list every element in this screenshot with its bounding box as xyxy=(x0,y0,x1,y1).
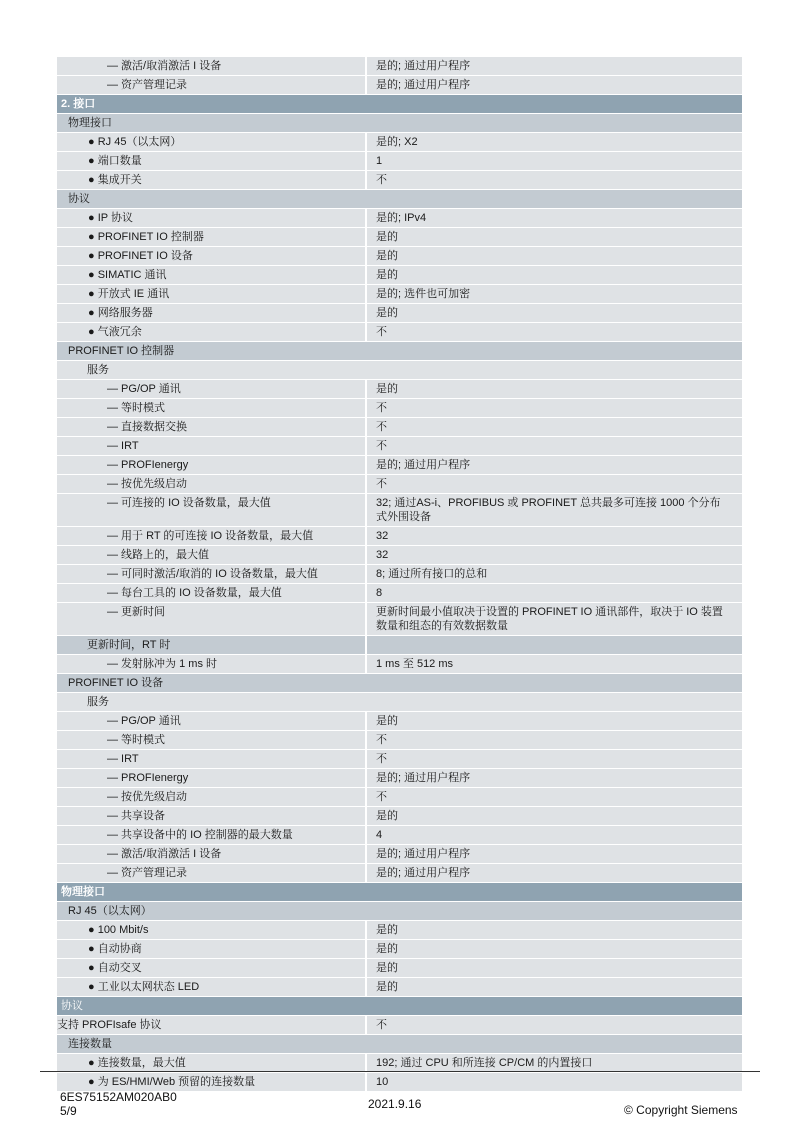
spec-row xyxy=(57,304,742,323)
spec-label: — 共享设备中的 IO 控制器的最大数量 xyxy=(107,829,293,841)
spec-label: — PG/OP 通讯 xyxy=(107,715,181,727)
spec-value: 是的; 通过用户程序 xyxy=(365,456,742,474)
spec-label: — 每台工具的 IO 设备数量，最大值 xyxy=(107,587,282,599)
spec-value: 是的 xyxy=(365,712,742,730)
subgroup-title: 更新时间，RT 时 xyxy=(87,639,171,651)
spec-label: — 共享设备 xyxy=(107,810,166,822)
spec-row xyxy=(57,1016,742,1035)
spec-value: 8; 通过所有接口的总和 xyxy=(365,565,742,583)
subgroup-header xyxy=(57,636,742,655)
spec-row xyxy=(57,845,742,864)
spec-label: 支持 PROFIsafe 协议 xyxy=(57,1019,162,1031)
spec-label: — 等时模式 xyxy=(107,402,166,414)
section-header: 协议 xyxy=(57,997,742,1016)
spec-value: 不 xyxy=(365,750,742,768)
spec-value: 1 ms 至 512 ms xyxy=(365,655,742,673)
spec-value: 是的; 通过用户程序 xyxy=(365,76,742,94)
spec-label: ● 气液冗余 xyxy=(88,326,142,338)
spec-row xyxy=(57,864,742,883)
group-header: 协议 xyxy=(57,190,742,209)
page-number: 5/9 xyxy=(60,1104,77,1118)
spec-row xyxy=(57,323,742,342)
spec-row xyxy=(57,494,742,527)
spec-value: 8 xyxy=(365,584,742,602)
group-header: RJ 45（以太网） xyxy=(57,902,742,921)
spec-row xyxy=(57,209,742,228)
spec-label: ● 工业以太网状态 LED xyxy=(88,981,200,993)
spec-value: 是的 xyxy=(365,959,742,977)
spec-value: 是的 xyxy=(365,304,742,322)
spec-row xyxy=(57,399,742,418)
spec-value: 10 xyxy=(365,1073,742,1091)
spec-label: — 线路上的，最大值 xyxy=(107,549,210,561)
spec-label: ● 集成开关 xyxy=(88,174,142,186)
footer-rule xyxy=(40,1071,760,1072)
datasheet-table xyxy=(57,57,742,1092)
spec-label: — 按优先级启动 xyxy=(107,791,188,803)
product-code: 6ES75152AM020AB0 xyxy=(60,1090,177,1104)
spec-value: 32 xyxy=(365,546,742,564)
spec-row xyxy=(57,133,742,152)
spec-row xyxy=(57,655,742,674)
spec-value: 是的; 通过用户程序 xyxy=(365,769,742,787)
spec-value: 32 xyxy=(365,527,742,545)
subgroup-header: 服务 xyxy=(57,693,742,712)
spec-label: — 激活/取消激活 I 设备 xyxy=(107,848,222,860)
document-date: 2021.9.16 xyxy=(368,1097,422,1111)
spec-row xyxy=(57,152,742,171)
spec-label: ● 端口数量 xyxy=(88,155,142,167)
subgroup-header: 服务 xyxy=(57,361,742,380)
spec-label: ● 自动协商 xyxy=(88,943,142,955)
spec-row xyxy=(57,546,742,565)
spec-label: — PROFIenergy xyxy=(107,772,189,784)
spec-value: 4 xyxy=(365,826,742,844)
spec-value: 不 xyxy=(365,475,742,493)
group-header: PROFINET IO 设备 xyxy=(57,674,742,693)
spec-value: 是的 xyxy=(365,380,742,398)
spec-value: 是的; 选件也可加密 xyxy=(365,285,742,303)
spec-row xyxy=(57,285,742,304)
spec-value: 更新时间最小值取决于设置的 PROFINET IO 通讯部件，取决于 IO 装置数量和组态的有效数据数量 xyxy=(365,603,742,635)
spec-label: ● PROFINET IO 设备 xyxy=(88,250,193,262)
spec-row xyxy=(57,228,742,247)
spec-label: — PG/OP 通讯 xyxy=(107,383,181,395)
spec-row xyxy=(57,826,742,845)
spec-value: 是的; X2 xyxy=(365,133,742,151)
spec-label: — 直接数据交换 xyxy=(107,421,188,433)
spec-value: 不 xyxy=(365,399,742,417)
spec-value: 是的 xyxy=(365,940,742,958)
spec-label: — 资产管理记录 xyxy=(107,867,188,879)
spec-label: ● 100 Mbit/s xyxy=(88,924,149,936)
spec-label: — 可同时激活/取消的 IO 设备数量，最大值 xyxy=(107,568,318,580)
spec-row xyxy=(57,266,742,285)
spec-row xyxy=(57,788,742,807)
spec-label: ● 网络服务器 xyxy=(88,307,153,319)
spec-row xyxy=(57,565,742,584)
spec-label: ● PROFINET IO 控制器 xyxy=(88,231,204,243)
spec-row xyxy=(57,380,742,399)
spec-value: 是的 xyxy=(365,978,742,996)
spec-row xyxy=(57,437,742,456)
spec-value: 不 xyxy=(365,323,742,341)
spec-value: 是的 xyxy=(365,266,742,284)
spec-value: 是的; 通过用户程序 xyxy=(365,57,742,75)
spec-row xyxy=(57,584,742,603)
spec-row xyxy=(57,76,742,95)
subgroup-value-cell xyxy=(365,636,742,654)
spec-row xyxy=(57,731,742,750)
group-header: 物理接口 xyxy=(57,114,742,133)
spec-value: 是的 xyxy=(365,247,742,265)
spec-value: 不 xyxy=(365,437,742,455)
spec-row xyxy=(57,527,742,546)
spec-value: 不 xyxy=(365,418,742,436)
spec-value: 是的 xyxy=(365,807,742,825)
spec-label: ● 开放式 IE 通讯 xyxy=(88,288,170,300)
spec-row xyxy=(57,57,742,76)
spec-row xyxy=(57,475,742,494)
spec-value: 是的; 通过用户程序 xyxy=(365,864,742,882)
section-header: 2. 接口 xyxy=(57,95,742,114)
group-header: 连接数量 xyxy=(57,1035,742,1054)
spec-row xyxy=(57,418,742,437)
spec-row xyxy=(57,807,742,826)
spec-value: 192; 通过 CPU 和所连接 CP/CM 的内置接口 xyxy=(365,1054,742,1072)
spec-label: ● SIMATIC 通讯 xyxy=(88,269,167,281)
spec-value: 不 xyxy=(365,731,742,749)
spec-label: ● 连接数量，最大值 xyxy=(88,1057,186,1069)
spec-value: 不 xyxy=(365,171,742,189)
spec-label: — PROFIenergy xyxy=(107,459,189,471)
spec-label: — 按优先级启动 xyxy=(107,478,188,490)
spec-label: — 发射脉冲为 1 ms 时 xyxy=(107,658,218,670)
spec-value: 是的 xyxy=(365,921,742,939)
spec-label: — 用于 RT 的可连接 IO 设备数量，最大值 xyxy=(107,530,314,542)
spec-label: — IRT xyxy=(107,753,139,765)
spec-label: — 等时模式 xyxy=(107,734,166,746)
spec-row xyxy=(57,769,742,788)
spec-value: 不 xyxy=(365,788,742,806)
spec-row xyxy=(57,456,742,475)
spec-label: — 资产管理记录 xyxy=(107,79,188,91)
spec-label: — 更新时间 xyxy=(107,606,166,618)
spec-value: 1 xyxy=(365,152,742,170)
copyright-notice: © Copyright Siemens xyxy=(624,1103,738,1117)
spec-value: 是的 xyxy=(365,228,742,246)
spec-value: 32; 通过AS-i、PROFIBUS 或 PROFINET 总共最多可连接 1000 个分布式外围设备 xyxy=(365,494,742,526)
spec-label: — 可连接的 IO 设备数量，最大值 xyxy=(107,497,271,509)
spec-label: ● IP 协议 xyxy=(88,212,133,224)
spec-label: — IRT xyxy=(107,440,139,452)
spec-value: 不 xyxy=(365,1016,742,1034)
spec-label: ● RJ 45（以太网） xyxy=(88,136,182,148)
spec-row xyxy=(57,247,742,266)
spec-row xyxy=(57,940,742,959)
spec-row xyxy=(57,959,742,978)
spec-row xyxy=(57,978,742,997)
spec-label: ● 自动交叉 xyxy=(88,962,142,974)
spec-label: ● 为 ES/HMI/Web 预留的连接数量 xyxy=(88,1076,256,1088)
spec-value: 是的; IPv4 xyxy=(365,209,742,227)
spec-row xyxy=(57,750,742,769)
spec-row xyxy=(57,712,742,731)
spec-row xyxy=(57,171,742,190)
spec-row xyxy=(57,603,742,636)
section-header: 物理接口 xyxy=(57,883,742,902)
group-header: PROFINET IO 控制器 xyxy=(57,342,742,361)
spec-value: 是的; 通过用户程序 xyxy=(365,845,742,863)
spec-row xyxy=(57,921,742,940)
spec-label: — 激活/取消激活 I 设备 xyxy=(107,60,222,72)
